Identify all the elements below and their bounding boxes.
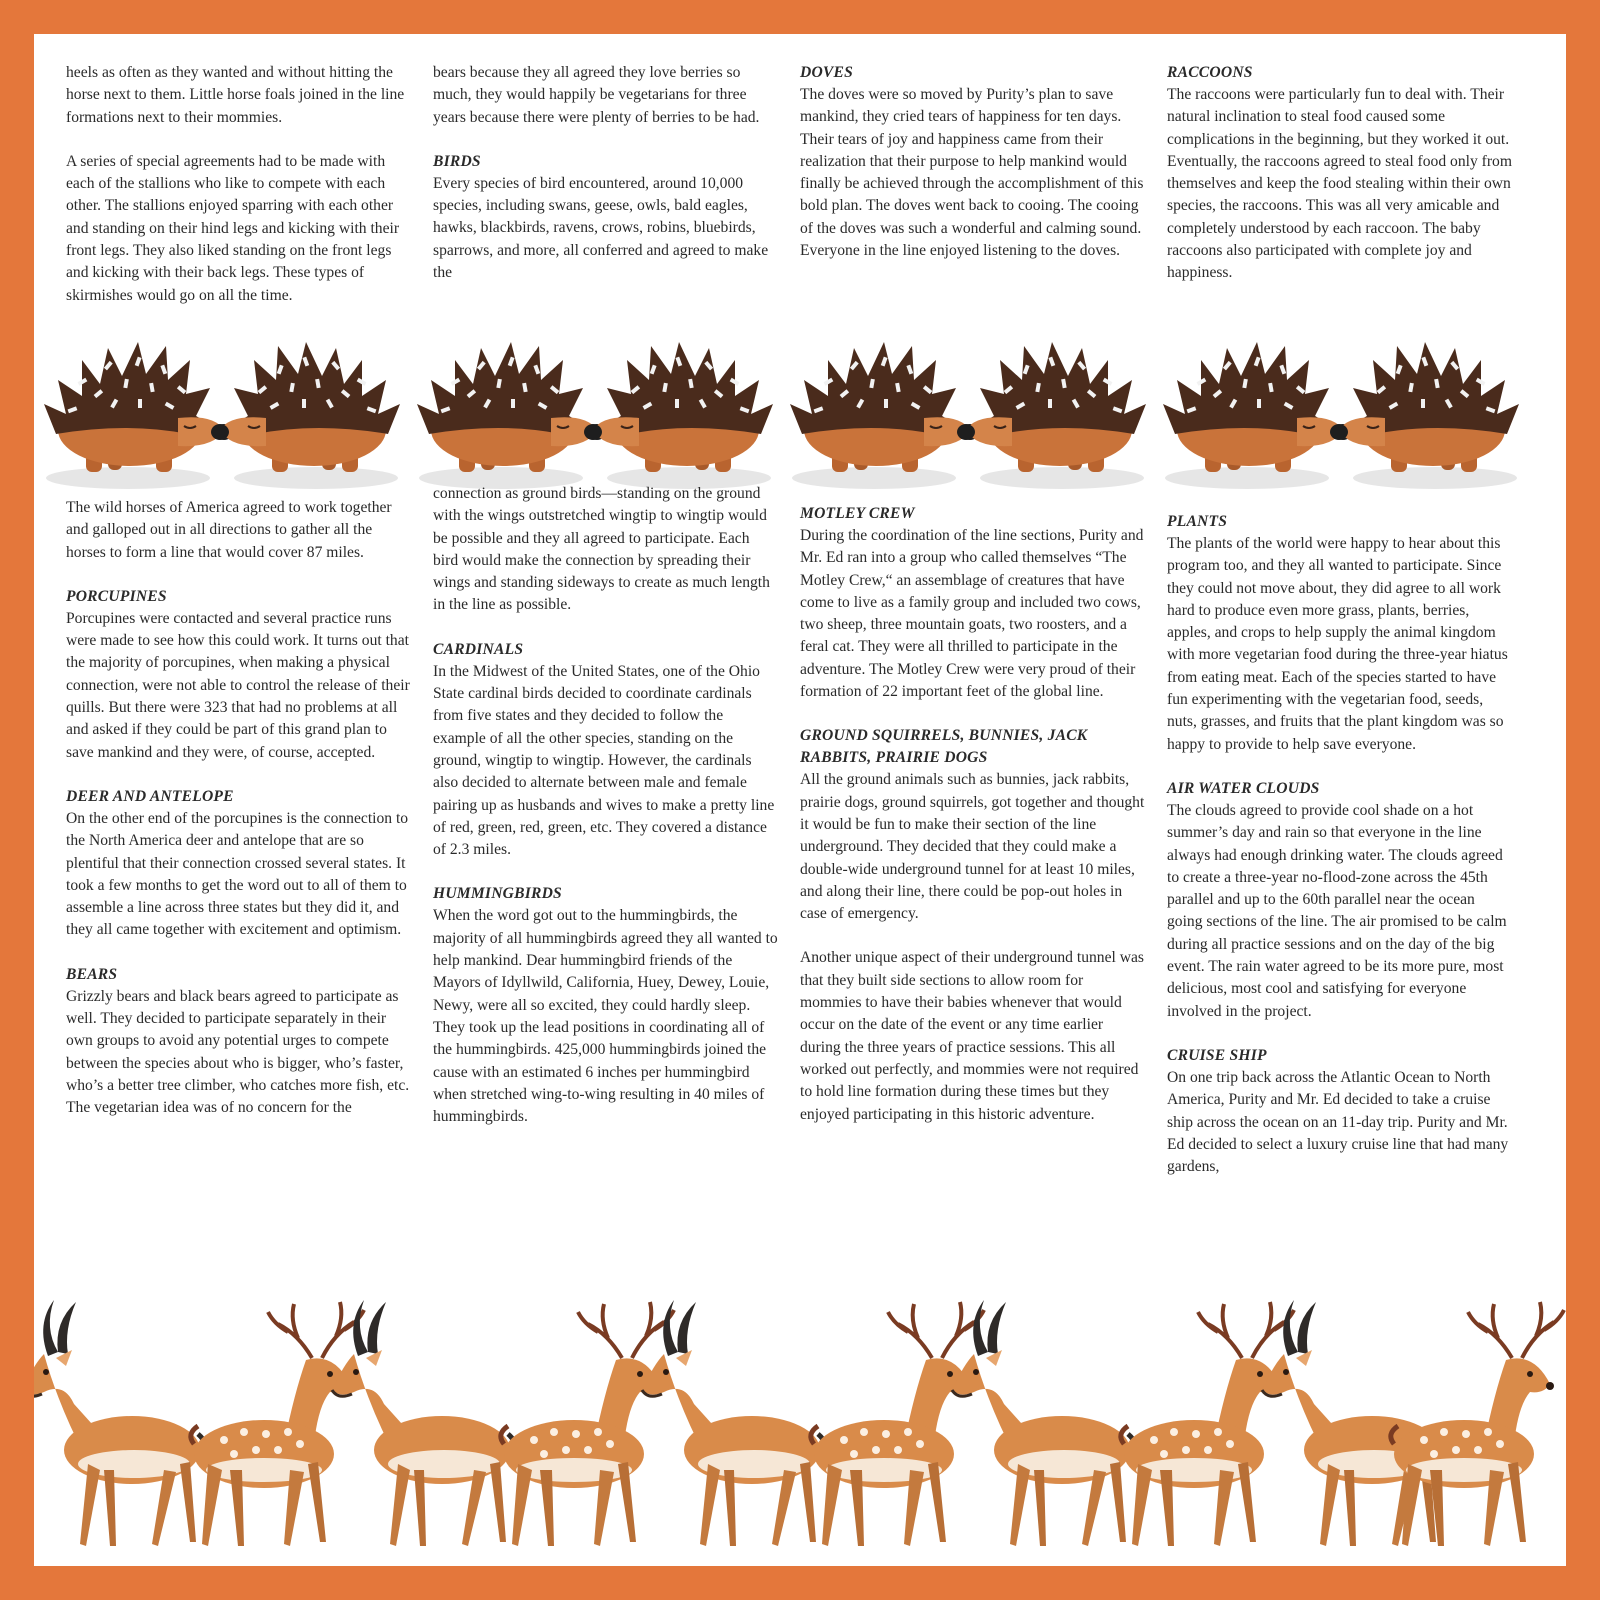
- bottom-column-2: [433, 483, 778, 1150]
- deer-icon: [1391, 1302, 1564, 1546]
- deer-text: On the other end of the porcupines is the connection to the North America deer and antelope that are so plentiful that their connection crossed several states. It took a few months to get the word out to all of them to assemble a line across three states but they did it, and they all came together with excitement and optimism.: [66, 809, 409, 939]
- tunnel-text: Another unique aspect of their underground tunnel was that they built side sections to allow room for mommies to have their babies whenever that would occur on the date of the event or any time earlier during the three years of practice sessions. This all worked out perfectly, and mommies were not required to hold line formation during these times but they enjoyed participating in this historic adventure.: [800, 949, 1144, 1123]
- bears-text: Grizzly bears and black bears agreed to participate as well. They decided to participate separately in their own groups to avoid any potential urges to compete between the species about who is bigger, who’s faster, who’s a better tree climber, who catches more fish, etc. The vegetarian idea was of no concern for the: [66, 987, 410, 1117]
- hummingbirds-section: [433, 883, 778, 1128]
- bears-heading: BEARS: [66, 965, 118, 983]
- plants-heading: PLANTS: [1167, 513, 1228, 530]
- porcupine-icon: [417, 342, 773, 489]
- deer-icon: [501, 1302, 674, 1546]
- deer-icon: [811, 1302, 984, 1546]
- bottom-column-4: [1167, 511, 1512, 1200]
- bottom-column-3: [800, 503, 1145, 1148]
- raccoons-heading: RACCOONS: [1167, 64, 1253, 81]
- porcupines-heading: PORCUPINES: [66, 587, 167, 605]
- deer-antelope-row: [34, 1274, 1566, 1566]
- ground-animals-text: All the ground animals such as bunnies, jack rabbits, prairie dogs, ground squirrels, got together and thought it would be fun to make their section of the line underground. They decided that they could make a double-wide underground tunnel for at least 10 miles, and along their line, there could be pop-out holes in case of emergency.: [800, 771, 1145, 923]
- porcupine-icon: [44, 342, 400, 489]
- deer-section: [66, 786, 411, 942]
- doves-text: The doves were so moved by Purity’s plan to save mankind, they cried tears of happiness for ten days. Their tears of joy and happiness came from their realization that their purpose to help mankind would finally be achieved through the accomplishment of this bold plan. The doves went back to cooing. The cooing of the doves was such a wonderful and calming sound. Everyone in the line enjoyed listening to the doves.: [800, 86, 1144, 260]
- cardinals-text: In the Midwest of the United States, one of the Ohio State cardinal birds decided to coordinate cardinals from five states and they decided to follow the example of all the other species, standing on the ground, wingtip to wingtip. However, the cardinals also decided to alternate between male and female pairing up as husbands and wives to make a pretty line of red, green, red, green, etc. They covered a distance of 2.3 miles.: [433, 662, 775, 859]
- antelope-icon: [1262, 1300, 1446, 1546]
- motley-crew-section: [800, 503, 1145, 703]
- porcupine-illustration-band: [34, 330, 1566, 510]
- plants-section: [1167, 511, 1512, 756]
- hummingbirds-text: When the word got out to the hummingbirds, the majority of all hummingbirds agreed they all wanted to help mankind. Dear hummingbird friends of the Mayors of Idyllwild, California, Huey, Dewey, Louie, Newy, were all so excited, they could hardly sleep. They took up the lead positions in coordinating all of the hummingbirds. 425,000 hummingbirds joined the cause with an estimated 6 inches per hummingbird when stretched wing-to-wing resulting in 40 miles of hummingbirds.: [433, 907, 778, 1126]
- deer-antelope-illustration-band: [34, 1274, 1566, 1566]
- raccoons-text: The raccoons were particularly fun to deal with. Their natural inclination to steal food caused some complications in the beginning, but they worked it out. Eventually, the raccoons agreed to steal food only from themselves and keep the food stealing within their own species, the raccoons. This was all very amicable and completely understood by each raccoon. The baby raccoons also participated with complete joy and happiness.: [1167, 86, 1512, 282]
- antelope-icon: [34, 1300, 206, 1546]
- cardinals-heading: CARDINALS: [433, 640, 524, 658]
- top-column-3: [800, 62, 1145, 284]
- motley-crew-text: During the coordination of the line sections, Purity and Mr. Ed ran into a group who called themselves “The Motley Crew,“ an assemblage of creatures that have come to live as a family group and included two cows, two sheep, three mountain goats, two roosters, and a feral cat. They were all thrilled to participate in the adventure. The Motley Crew were very proud of their formation of 22 important feet of the global line.: [800, 527, 1144, 701]
- hummingbirds-heading: HUMMINGBIRDS: [433, 885, 562, 903]
- antelope-icon: [952, 1300, 1136, 1546]
- bears-text-cont: bears because they all agreed they love berries so much, they would happily be vegetarians for three years because there were plenty of berries to be had.: [433, 64, 760, 126]
- cruise-ship-section: [1167, 1045, 1512, 1178]
- cardinals-section: [433, 639, 778, 862]
- stallions-text: A series of special agreements had to be made with each of the stallions who like to compete with each other. The stallions enjoyed sparring with each other and standing on their hind legs and kicking with their front legs. They also liked standing on the front legs and kicking with their back legs. These types of skirmishes would go on all the time.: [66, 152, 400, 304]
- ground-animals-heading: GROUND SQUIRRELS, BUNNIES, JACK RABBITS, PRAIRIE DOGS: [800, 727, 1088, 767]
- porcupine-row: [34, 330, 1566, 510]
- top-column-2: [433, 62, 778, 306]
- top-column-1: [66, 62, 411, 329]
- horses-text-cont: heels as often as they wanted and without hitting the horse next to them. Little horse foals joined in the line formations next to their mommies.: [66, 64, 405, 126]
- cruise-ship-heading: CRUISE SHIP: [1167, 1046, 1267, 1064]
- birds-text: Every species of bird encountered, around 10,000 species, including swans, geese, owls, bald eagles, hawks, blackbirds, ravens, crows, robins, bluebirds, sparrows, and more, all conferred and agreed to make the: [433, 174, 769, 282]
- top-column-4: [1167, 62, 1512, 307]
- book-page: [34, 34, 1566, 1566]
- porcupines-text: Porcupines were contacted and several practice runs were made to see how this could work. It turns out that the majority of porcupines, when making a physical connection, were not able to control the release of their quills. But there were 323 that had no problems at all and asked if they could be part of this grand plan to save mankind and they were, of course, accepted.: [66, 609, 410, 761]
- porcupine-icon: [790, 342, 1146, 489]
- deer-icon: [1121, 1302, 1294, 1546]
- bears-section: [66, 964, 411, 1120]
- bottom-column-1: [66, 497, 411, 1142]
- birds-heading: BIRDS: [433, 152, 481, 170]
- antelope-icon: [332, 1300, 516, 1546]
- porcupine-icon: [1163, 342, 1519, 489]
- ground-animals-section: [800, 725, 1145, 925]
- plants-text: The plants of the world were happy to hear about this program too, and they all wanted to participate. Since they could not move about, they did agree to all work hard to produce even more grass, plants, berries, apples, and crops to help supply the animal kingdom with more vegetarian food during the three-year hiatus from eating meat. Each of the species started to have fun experimenting with the vegetarian food, seeds, nuts, grasses, and fruits that the plant kingdom was so happy to provide to help save everyone.: [1167, 535, 1508, 753]
- porcupines-section: [66, 586, 411, 764]
- deer-heading: DEER AND ANTELOPE: [66, 787, 234, 805]
- air-water-clouds-section: [1167, 778, 1512, 1023]
- birds-text-cont: connection as ground birds—standing on the ground with the wings outstretched wingtip to wingtip would be possible and they all agreed to participate. Each bird would make the connection by spreading their wings and standing sideways to create as much length in the line as possible.: [433, 485, 770, 614]
- cruise-ship-text: On one trip back across the Atlantic Ocean to North America, Purity and Mr. Ed decided to take a cruise ship across the ocean on an 11-day trip. Purity and Mr. Ed decided to select a luxury cruise line that had many gardens,: [1167, 1068, 1509, 1176]
- air-water-clouds-heading: AIR WATER CLOUDS: [1167, 779, 1320, 797]
- air-water-clouds-text: The clouds agreed to provide cool shade on a hot summer’s day and rain so that everyone in the line always had enough drinking water. The clouds agreed to create a three-year no-flood-zone across the 45th parallel and up to the 60th parallel near the ocean going sections of the line. The air promised to be calm during all practice sessions and on the day of the big event. The rain water agreed to be its more pure, most delicious, most cool and satisfying for everyone involved in the project.: [1167, 801, 1507, 1020]
- horses-text: The wild horses of America agreed to work together and galloped out in all directions to gather all the horses to form a line that would cover 87 miles.: [66, 499, 392, 561]
- motley-crew-heading: MOTLEY CREW: [800, 505, 915, 522]
- deer-icon: [191, 1302, 364, 1546]
- doves-heading: DOVES: [800, 64, 853, 81]
- antelope-icon: [642, 1300, 826, 1546]
